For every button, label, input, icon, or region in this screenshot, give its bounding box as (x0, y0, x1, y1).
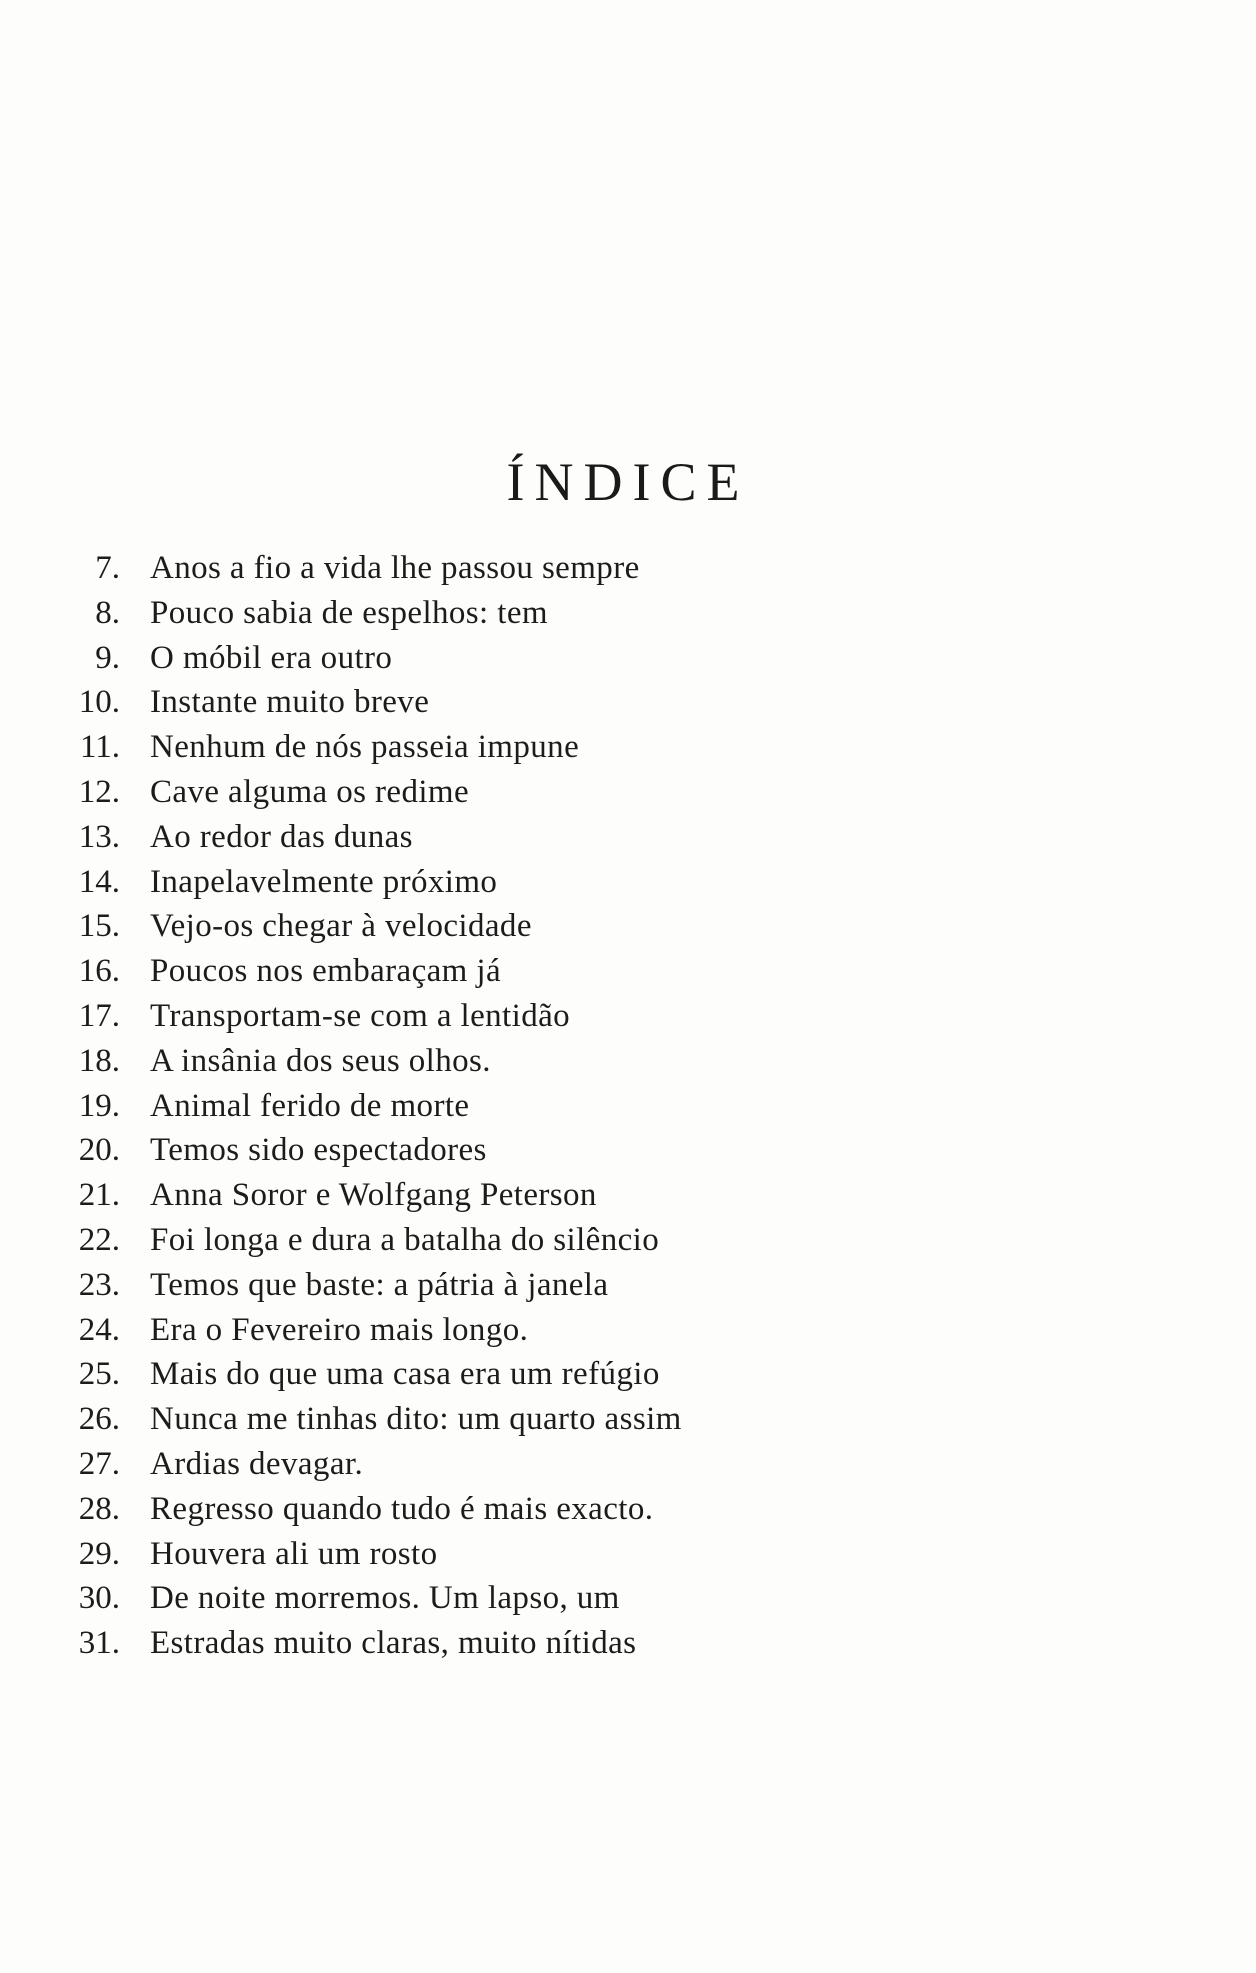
toc-page-number: 18. (78, 1042, 120, 1079)
toc-entry (60, 1128, 682, 1173)
toc-page-number: 26. (78, 1401, 120, 1438)
toc-page-number: 16. (78, 953, 120, 990)
toc-entry (60, 1352, 682, 1397)
toc-entry (60, 904, 682, 949)
toc-title: Regresso quando tudo é mais exacto. (150, 1490, 654, 1527)
toc-page-number: 22. (78, 1221, 120, 1258)
toc-page-number: 21. (78, 1177, 120, 1214)
toc-entry (60, 725, 682, 770)
toc-title: Transportam-se com a lentidão (150, 997, 571, 1034)
toc-title: Estradas muito claras, muito nítidas (150, 1625, 637, 1662)
toc-title: Pouco sabia de espelhos: tem (150, 594, 548, 631)
toc-page-number: 31. (78, 1625, 120, 1662)
toc-page-number: 9. (95, 639, 120, 676)
toc-entry (60, 770, 682, 815)
toc-title: Nenhum de nós passeia impune (150, 729, 580, 766)
toc-entry (60, 1532, 682, 1577)
toc-page-number: 24. (78, 1311, 120, 1348)
toc-title: Vejo-os chegar à velocidade (150, 908, 532, 945)
toc-title: Mais do que uma casa era um refúgio (150, 1356, 660, 1393)
toc-entry (60, 636, 682, 681)
toc-page-number: 25. (78, 1356, 120, 1393)
toc-title: Anos a fio a vida lhe passou sempre (150, 550, 640, 586)
toc-entry (60, 680, 682, 725)
toc-entry (60, 1442, 682, 1487)
toc-title: Cave alguma os redime (150, 773, 470, 810)
toc-entry (60, 1487, 682, 1532)
toc-page-number: 23. (78, 1266, 120, 1303)
toc-entry (60, 949, 682, 994)
toc-page-number: 19. (78, 1087, 120, 1124)
toc-title: Era o Fevereiro mais longo. (150, 1311, 529, 1348)
toc-title: De noite morremos. Um lapso, um (150, 1580, 620, 1617)
toc-title: Temos que baste: a pátria à janela (150, 1266, 609, 1303)
toc-entry (60, 860, 682, 905)
toc-title: Houvera ali um rosto (150, 1535, 438, 1572)
toc-entry (60, 1397, 682, 1442)
toc-title: Anna Soror e Wolfgang Peterson (150, 1177, 597, 1214)
toc-entry (60, 1084, 682, 1129)
table-of-contents (60, 546, 682, 1666)
toc-page-number: 28. (78, 1490, 120, 1527)
toc-entry (60, 1039, 682, 1084)
toc-entry (60, 591, 682, 636)
page-title: ÍNDICE (506, 452, 750, 513)
toc-page-number: 30. (78, 1580, 120, 1617)
toc-entry (60, 1621, 682, 1666)
toc-title: Animal ferido de morte (150, 1087, 470, 1124)
toc-title: Nunca me tinhas dito: um quarto assim (150, 1401, 682, 1438)
toc-entry (60, 1308, 682, 1353)
toc-entry (60, 1173, 682, 1218)
toc-page-number: 8. (95, 594, 120, 631)
toc-entry (60, 815, 682, 860)
toc-page-number: 17. (78, 997, 120, 1034)
toc-title: Inapelavelmente próximo (150, 863, 498, 900)
toc-entry (60, 1263, 682, 1308)
toc-page-number: 7. (95, 550, 120, 586)
toc-title: Instante muito breve (150, 684, 430, 721)
toc-entry (60, 1218, 682, 1263)
toc-title: Ardias devagar. (150, 1445, 364, 1482)
toc-title: Temos sido espectadores (150, 1132, 487, 1169)
toc-title: Foi longa e dura a batalha do silêncio (150, 1221, 660, 1258)
toc-page-number: 27. (78, 1445, 120, 1482)
toc-title: A insânia dos seus olhos. (150, 1042, 491, 1079)
toc-page-number: 13. (78, 818, 120, 855)
toc-page-number: 20. (78, 1132, 120, 1169)
toc-page-number: 11. (79, 729, 120, 766)
toc-page-number: 12. (78, 773, 120, 810)
toc-entry (60, 994, 682, 1039)
toc-page-number: 15. (78, 908, 120, 945)
toc-page-number: 29. (78, 1535, 120, 1572)
toc-entry (60, 546, 682, 591)
toc-page-number: 14. (78, 863, 120, 900)
toc-page-number: 10. (78, 684, 120, 721)
toc-title: Ao redor das dunas (150, 818, 413, 855)
toc-entry (60, 1576, 682, 1621)
toc-title: O móbil era outro (150, 639, 393, 676)
toc-title: Poucos nos embaraçam já (150, 953, 502, 990)
